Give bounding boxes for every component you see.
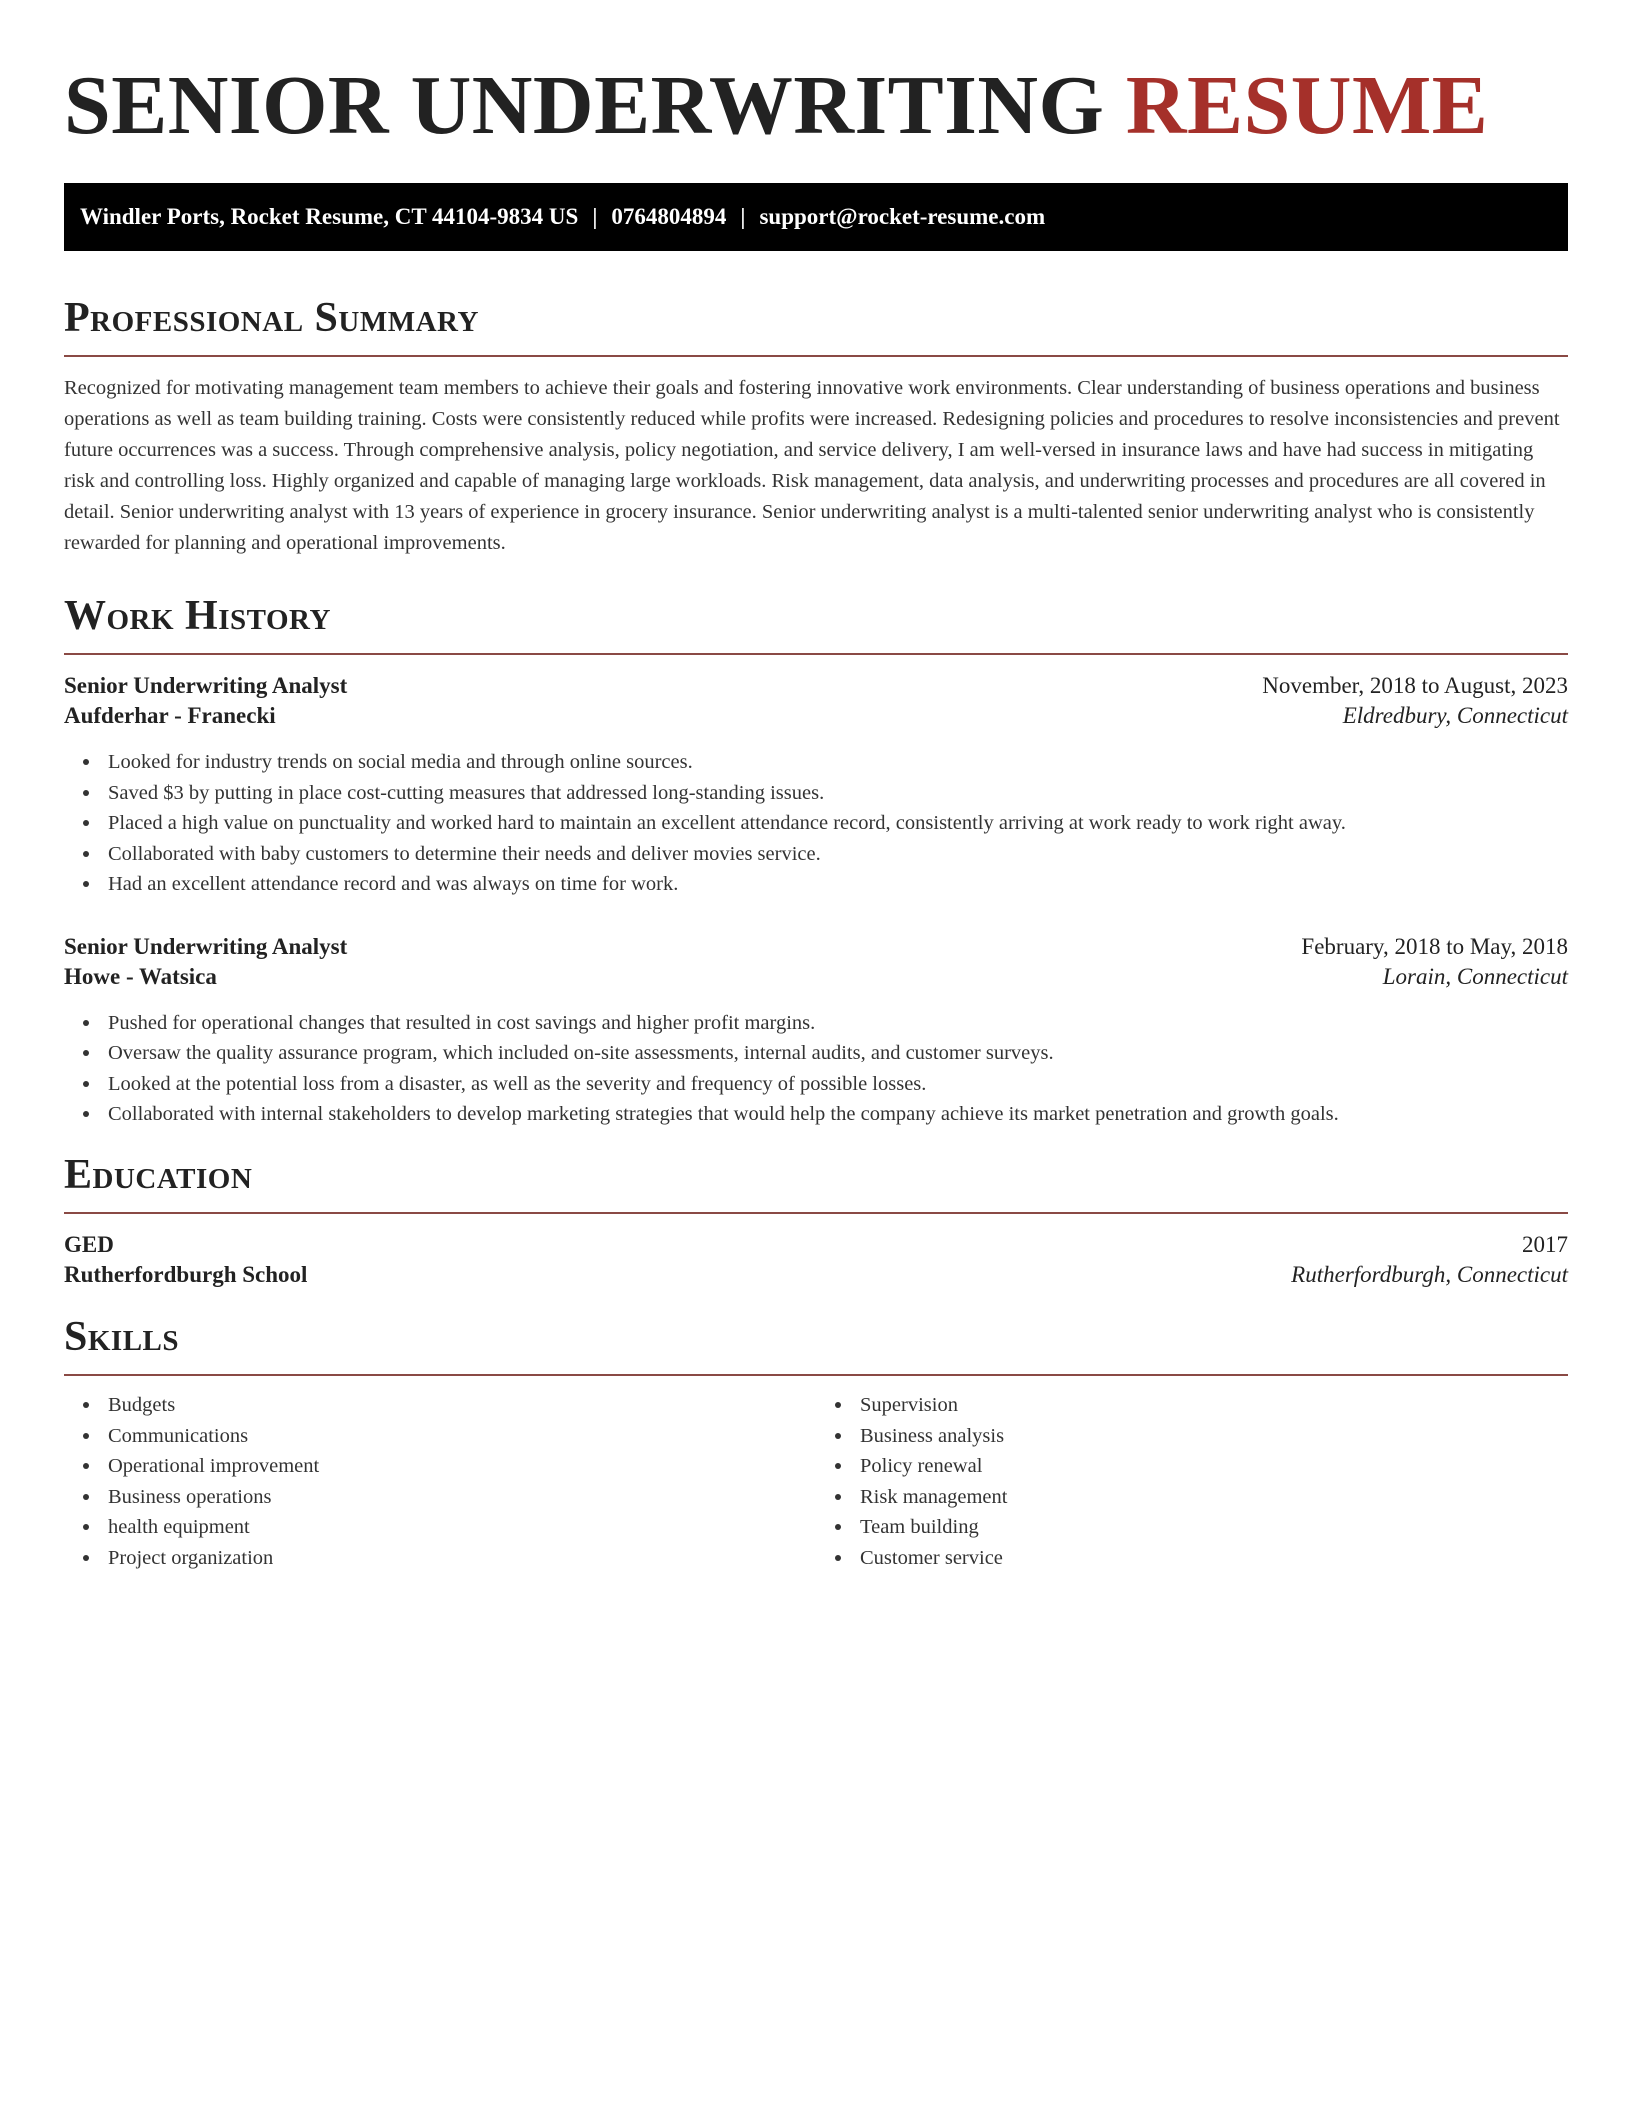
- title-accent: RESUME: [1125, 59, 1489, 152]
- job-bullet: Collaborated with baby customers to determine their needs and deliver movies service.: [108, 839, 1568, 870]
- job-bullet: Looked for industry trends on social media and through online sources.: [108, 747, 1568, 778]
- skill-item: Supervision: [860, 1390, 1568, 1421]
- skill-item: Operational improvement: [108, 1451, 816, 1482]
- skills-column-left: [64, 1390, 816, 1573]
- education-entry: [64, 1232, 1568, 1288]
- skill-item: Budgets: [108, 1390, 816, 1421]
- job-location: Eldredbury, Connecticut: [1342, 703, 1568, 729]
- job-company: Howe - Watsica: [64, 963, 217, 989]
- job-dates: February, 2018 to May, 2018: [1301, 933, 1568, 959]
- skill-item: Risk management: [860, 1482, 1568, 1513]
- job-entry: [64, 934, 1568, 1130]
- job-bullets: [64, 1008, 1568, 1130]
- job-bullets: [64, 747, 1568, 900]
- education-degree: GED: [64, 1231, 114, 1257]
- job-entry: [64, 673, 1568, 900]
- summary-text: Recognized for motivating management team members to achieve their goals and fostering innovative work environments. Clear understanding of business operations and business operations as well as team building training. Costs were consistently reduced while profits were increased. Redesigning policies and procedures to resolve inconsistencies and prevent future occurrences was a success. Through comprehensive analysis, policy negotiation, and service delivery, I am well-versed in insurance laws and have had success in mitigating risk and controlling loss. Highly organized and capable of managing large workloads. Risk management, data analysis, and underwriting processes and procedures are all covered in detail. Senior underwriting analyst with 13 years of experience in grocery insurance. Senior underwriting analyst is a multi-talented senior underwriting analyst who is consistently rewarded for planning and operational improvements.: [64, 376, 1560, 554]
- skill-item: Team building: [860, 1512, 1568, 1543]
- job-title: Senior Underwriting Analyst: [64, 933, 348, 959]
- job-location: Lorain, Connecticut: [1382, 963, 1568, 989]
- job-header-row: [64, 673, 1568, 699]
- job-bullet: Pushed for operational changes that resulted in cost savings and higher profit margins.: [108, 1008, 1568, 1039]
- job-company: Aufderhar - Franecki: [64, 703, 276, 729]
- work-history-heading: Work History: [64, 593, 1568, 655]
- job-header-row: [64, 934, 1568, 960]
- education-school: Rutherfordburgh School: [64, 1261, 308, 1287]
- skill-item: Customer service: [860, 1543, 1568, 1574]
- skill-item: Project organization: [108, 1543, 816, 1574]
- education-degree-row: [64, 1232, 1568, 1258]
- skills-heading: Skills: [64, 1314, 1568, 1376]
- job-bullet: Placed a high value on punctuality and worked hard to maintain an excellent attendance record, consistently arriving at work ready to work right away.: [108, 808, 1568, 839]
- contact-email[interactable]: support@rocket-resume.com: [759, 203, 1046, 229]
- job-bullet: Collaborated with internal stakeholders to develop marketing strategies that would help the company achieve its market penetration and growth goals.: [108, 1099, 1568, 1130]
- contact-separator: |: [592, 203, 598, 229]
- resume-page: [64, 0, 1568, 1573]
- job-title: Senior Underwriting Analyst: [64, 673, 348, 699]
- resume-title: [64, 56, 1568, 157]
- education-year: 2017: [1522, 1231, 1568, 1257]
- education-heading: Education: [64, 1152, 1568, 1214]
- skills-grid: [64, 1390, 1568, 1573]
- skill-item: health equipment: [108, 1512, 816, 1543]
- contact-address: Windler Ports, Rocket Resume, CT 44104-9834 US: [80, 203, 579, 229]
- education-location: Rutherfordburgh, Connecticut: [1291, 1261, 1568, 1287]
- job-bullet: Saved $3 by putting in place cost-cutting measures that addressed long-standing issues.: [108, 778, 1568, 809]
- skill-item: Policy renewal: [860, 1451, 1568, 1482]
- skill-item: Communications: [108, 1421, 816, 1452]
- skill-item: Business operations: [108, 1482, 816, 1513]
- skills-column-right: [816, 1390, 1568, 1573]
- contact-phone[interactable]: 0764804894: [611, 203, 727, 229]
- job-company-row: [64, 703, 1568, 729]
- contact-separator: |: [740, 203, 746, 229]
- skill-item: Business analysis: [860, 1421, 1568, 1452]
- summary-heading: Professional Summary: [64, 295, 1568, 357]
- job-company-row: [64, 964, 1568, 990]
- job-dates: November, 2018 to August, 2023: [1262, 673, 1568, 699]
- title-main: SENIOR UNDERWRITING: [64, 59, 1105, 152]
- job-bullet: Had an excellent attendance record and was always on time for work.: [108, 869, 1568, 900]
- job-bullet: Looked at the potential loss from a disaster, as well as the severity and frequency of possible losses.: [108, 1069, 1568, 1100]
- job-bullet: Oversaw the quality assurance program, which included on-site assessments, internal audits, and customer surveys.: [108, 1038, 1568, 1069]
- contact-bar: [64, 183, 1568, 251]
- education-school-row: [64, 1262, 1568, 1288]
